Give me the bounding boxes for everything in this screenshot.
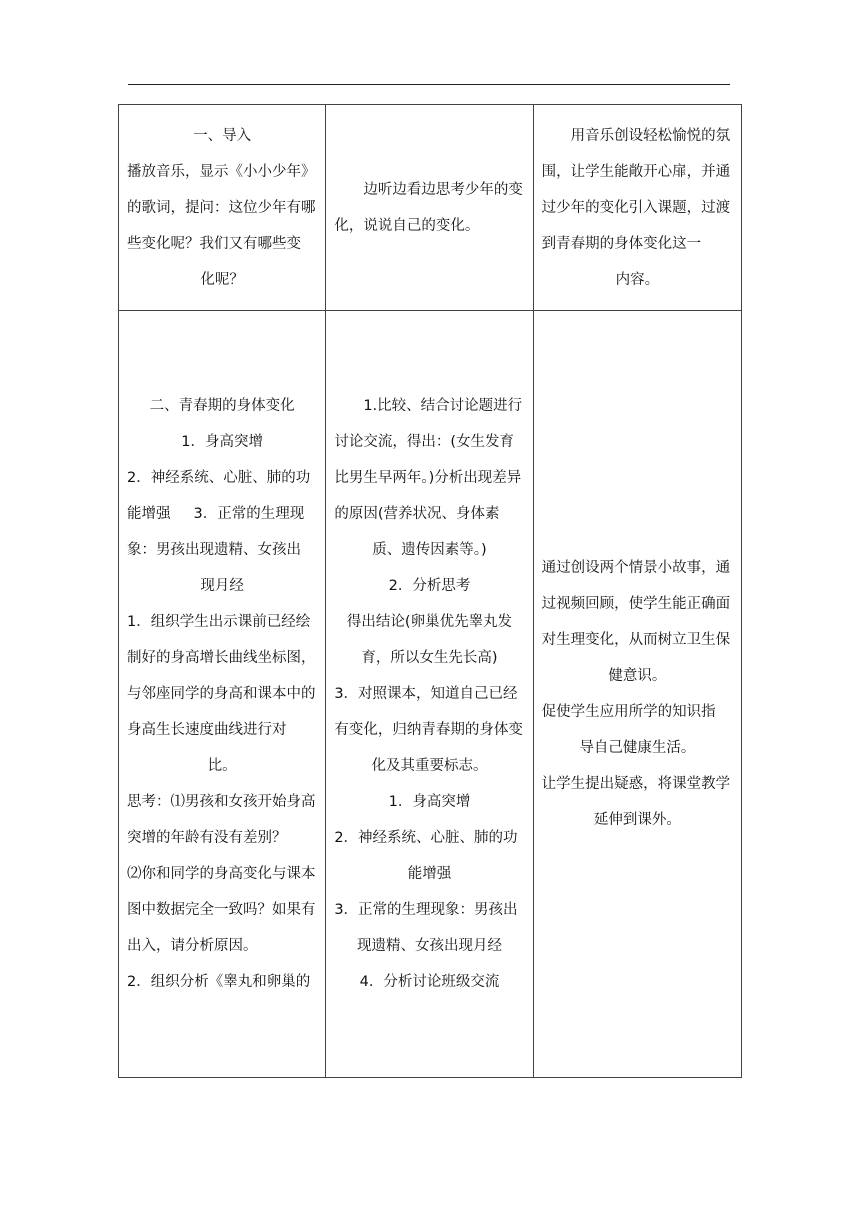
cell-text: 2．分析思考 bbox=[388, 578, 471, 594]
cell-text: 1．组织学生出示课前已经绘制好的身高增长曲线坐标图，与邻座同学的身高和课本中的身高生长速度曲线进行对 bbox=[127, 614, 316, 738]
cell-text: 播放音乐，显示《小小少年》的歌词，提问：这位少年有哪些变化呢？我们又有哪些变 bbox=[127, 163, 316, 252]
cell-text: ⑵你和同学的身高变化与课本图中数据完全一致吗？如果有出入，请分析原因。 bbox=[127, 866, 316, 954]
cell-text: 3．对照课本，知道自己已经有变化，归纳青春期的身体变 bbox=[334, 686, 523, 738]
lesson-plan-table bbox=[118, 104, 742, 1078]
table-row bbox=[119, 311, 742, 1078]
cell-text: 2．神经系统、心脏、肺的功 bbox=[334, 830, 518, 846]
cell-text: 3．正常的生理现象：男孩出现遗精、女孩出 bbox=[127, 506, 305, 558]
cell-text: 1．身高突增 bbox=[181, 434, 264, 450]
teacher-activity-cell bbox=[119, 105, 326, 311]
cell-text: 健意识。 bbox=[608, 668, 667, 684]
cell-text: 4．分析讨论班级交流 bbox=[359, 974, 500, 990]
cell-text: 导自己健康生活。 bbox=[579, 740, 696, 756]
design-intent-cell bbox=[533, 105, 741, 311]
cell-text: 化呢？ bbox=[200, 271, 244, 288]
table-row bbox=[119, 105, 742, 311]
cell-text: 能增强 bbox=[407, 866, 452, 882]
design-intent-cell bbox=[533, 311, 741, 1078]
cell-text: 思考：⑴男孩和女孩开始身高突增的年龄有没有差别？ bbox=[127, 794, 316, 846]
section-heading: 一、导入 bbox=[193, 127, 252, 144]
cell-text: 化及其重要标志。 bbox=[371, 758, 488, 774]
cell-text: 促使学生应用所学的知识指 bbox=[541, 704, 716, 720]
cell-text: 延伸到课外。 bbox=[593, 812, 681, 828]
cell-text: 1．身高突增 bbox=[388, 794, 471, 810]
cell-text: 1.比较、结合讨论题进行讨论交流，得出：(女生发育比男生早两年。)分析出现差异的原因(营养状况、身体素 bbox=[334, 398, 523, 522]
header-rule bbox=[128, 84, 730, 85]
cell-text: 3．正常的生理现象：男孩出 bbox=[334, 902, 518, 918]
section-heading: 二、青春期的身体变化 bbox=[149, 398, 295, 414]
cell-text: 现遗精、女孩出现月经 bbox=[356, 938, 502, 954]
cell-text: 通过创设两个情景小故事，通过视频回顾，使学生能正确面对生理变化，从而树立卫生保 bbox=[541, 560, 731, 648]
cell-text: 内容。 bbox=[615, 271, 660, 288]
teacher-activity-cell bbox=[119, 311, 326, 1078]
cell-text: 让学生提出疑惑，将课堂教学 bbox=[541, 776, 731, 792]
student-activity-cell bbox=[326, 311, 533, 1078]
cell-text: 用音乐创设轻松愉悦的氛围，让学生能敞开心扉，并通过少年的变化引入课题，过渡到青春期的身体变化这一 bbox=[541, 127, 731, 252]
cell-text: 比。 bbox=[207, 758, 237, 774]
cell-text: 得出结论(卵巢优先睾丸发育，所以女生先长高) bbox=[346, 614, 513, 666]
student-activity-cell bbox=[326, 105, 533, 311]
cell-text: 现月经 bbox=[200, 578, 244, 594]
cell-text bbox=[127, 460, 317, 568]
cell-text: 边听边看边思考少年的变化，说说自己的变化。 bbox=[334, 181, 523, 234]
cell-text: 2．神经系统、心脏、肺的功能增强 bbox=[127, 470, 311, 522]
cell-text: 2．组织分析《睾丸和卵巢的 bbox=[127, 974, 311, 990]
cell-text: 质、遗传因素等。) bbox=[372, 542, 487, 558]
